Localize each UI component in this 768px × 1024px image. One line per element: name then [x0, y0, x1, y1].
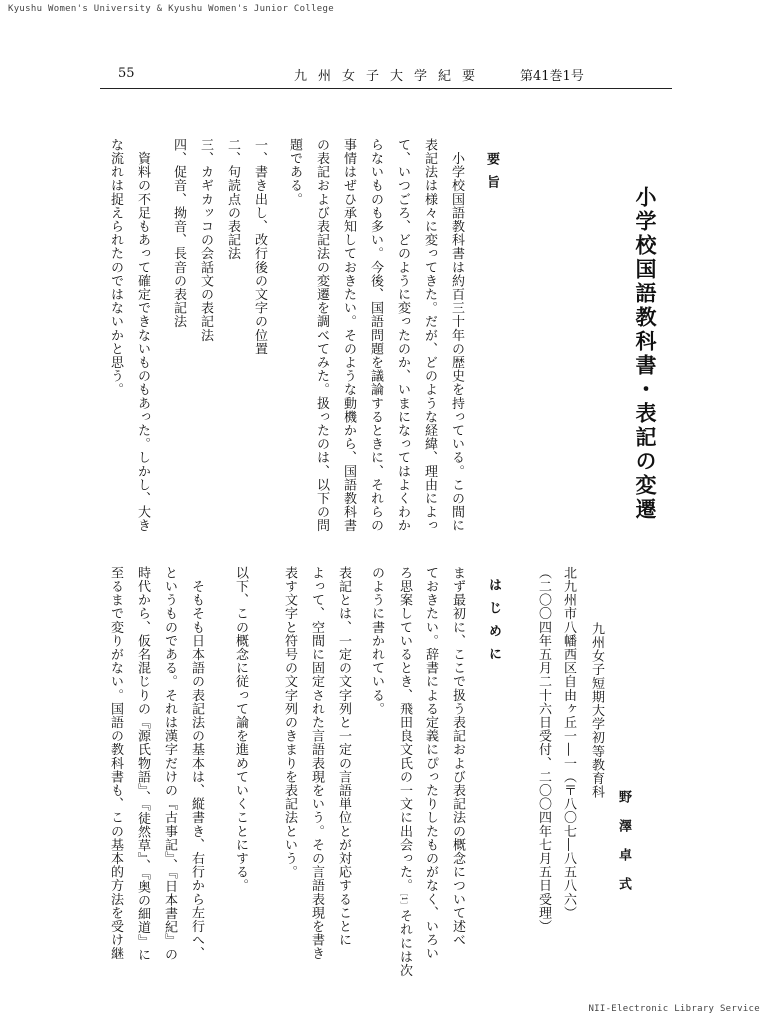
abstract-item: 三、カギカッコの会話文の表記法 [198, 138, 213, 342]
definition-line: 表記とは、一定の文字列と一定の言語単位とが対応することに [336, 566, 351, 947]
intro-line: というものである。それは漢字だけの『古事記』、『日本書紀』の [162, 566, 177, 961]
article-title: 小学校国語教科書・表記の変遷 [633, 186, 658, 522]
page-number: 55 [118, 66, 135, 81]
author-affiliation: 九州女子短期大学初等教育科 [589, 622, 604, 799]
repository-banner: Kyushu Women's University & Kyushu Women's Junior College [8, 4, 334, 14]
intro-line: まず最初に、ここで扱う表記および表記法の概念について述べ [450, 566, 465, 947]
received-date: （二〇〇四年五月二十六日受付、二〇〇四年七月五日受理） [536, 566, 551, 934]
abstract-item: 二、句読点の表記法 [225, 138, 240, 261]
intro-line: 至るまで変りがない。国語の教科書も、この基本的方法を受け継 [108, 566, 123, 961]
abstract-heading: 要旨 [484, 152, 499, 198]
header-rule [100, 88, 672, 89]
abstract-line: 事情はぜひ承知しておきたい。そのような動機から、国語教科書 [341, 138, 356, 533]
abstract-line: て、いつごろ、どのように変ったのか、いまになってはよくわか [395, 138, 410, 533]
journal-name: 九州女子大学紀要 [294, 69, 487, 84]
abstract-line: 小学校国語教科書は約百三十年の歴史を持っている。この間に [449, 138, 464, 533]
abstract-line: らないものも多い。今後、国語問題を議論するときに、それらの [368, 138, 383, 533]
intro-heading: はじめに [486, 578, 501, 670]
footnote-marker: ［1］ [400, 892, 408, 910]
definition-line: 表す文字と符号の文字列のきまりを表記法という。 [282, 566, 297, 879]
abstract-closing-line: な流れは捉えられたのではないかと思う。 [108, 138, 123, 397]
abstract-line: の表記および表記法の変遷を調べてみた。扱ったのは、以下の問 [314, 138, 329, 533]
abstract-item: 四、促音、拗音、長音の表記法 [171, 138, 186, 329]
intro-line: そもそも日本語の表記法の基本は、縦書き、右行から左行へ、 [189, 566, 204, 961]
abstract-line: 題である。 [287, 138, 302, 206]
footer-service: NII-Electronic Library Service [588, 1004, 760, 1014]
intro-line-tail: それには次 [397, 909, 412, 978]
author-address: 北九州市八幡西区自由ヶ丘一―一（〒八〇七―八五八六） [561, 566, 576, 920]
abstract-line: 表記法は様々に変ってきた。だが、どのような経緯、理由によっ [422, 138, 437, 533]
intro-line: のように書かれている。 [369, 566, 384, 716]
intro-line-text: ろ思案しているとき、飛田良文氏の一文に出会った。 [397, 566, 412, 893]
abstract-closing-line: 資料の不足もあって確定できないものもあった。しかし、大き [135, 138, 150, 533]
abstract-item: 一、書き出し、改行後の文字の位置 [252, 138, 267, 356]
intro-line: 時代から、仮名混じりの『源氏物語』、『徒然草』、『奥の細道』に [135, 566, 150, 962]
definition-line: よって、空間に固定された言語表現をいう。その言語表現を書き [309, 566, 324, 961]
author-name: 野澤卓式 [616, 790, 631, 906]
volume-issue: 第41巻1号 [520, 69, 584, 84]
intro-line: 以下、この概念に従って論を進めていくことにする。 [233, 566, 248, 893]
intro-line: ておきたい。辞書による定義にぴったりしたものがなく、いろい [423, 566, 438, 961]
intro-line [390, 566, 418, 977]
